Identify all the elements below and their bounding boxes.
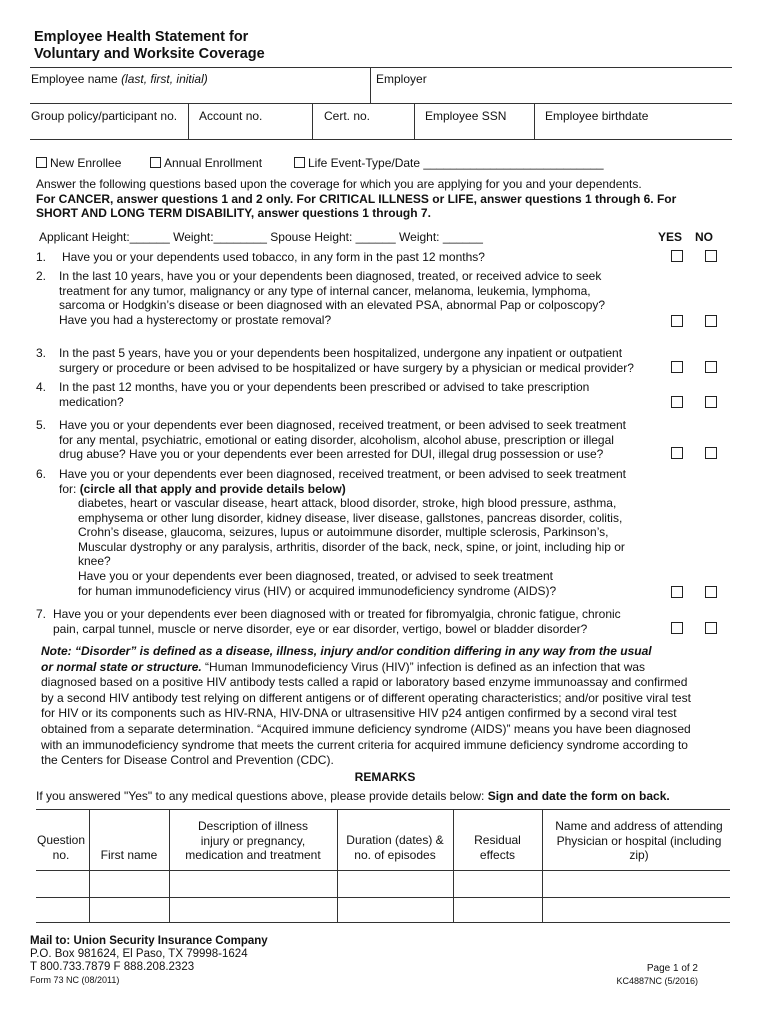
- question-number: 6.: [36, 467, 47, 481]
- q3-yes-checkbox[interactable]: [671, 361, 683, 373]
- annual-enrollment-option[interactable]: Annual Enrollment: [150, 156, 262, 170]
- divider: [370, 67, 371, 103]
- q5-yes-checkbox[interactable]: [671, 447, 683, 459]
- divider: [312, 103, 313, 139]
- account-no-label: Account no.: [199, 109, 263, 123]
- divider: [414, 103, 415, 139]
- table-column-divider: [337, 809, 338, 922]
- question-number: 1.: [36, 250, 47, 264]
- question-3-text: In the past 5 years, have you or your dependents been hospitalized, undergone any inpatient or outpatient surgery or procedure or been advised to be hospitalized or have surgery by a physician or medical provider?: [59, 346, 634, 375]
- q7-no-checkbox[interactable]: [705, 622, 717, 634]
- question-number: 3.: [36, 346, 47, 360]
- remarks-title: REMARKS: [354, 770, 416, 784]
- annual-enrollment-checkbox[interactable]: [150, 157, 161, 168]
- definitions-note: Note: “Disorder” is defined as a disease, illness, injury and/or condition differing in any way from the usual or normal state or structure. “Human Immunodeficiency Virus (HIV)” infection is defined as an infection that was diagnosed based on a positive HIV antibody tests called a rapid or laboratory based enzyme immunoassay and confirmed by a second HIV antibody test relying on different antigens or of different operating characteristics; and/or positive viral test for HIV or its components such as HIV-RNA, HIV-DNA or ultrasensitive HIV p24 antigen confirmed by a second viral test obtained from a separate determination. “Acquired immune deficiency syndrome (AIDS)” means you have been diagnosed with an immunodeficiency syndrome that meets the current criteria for acquired immune deficiency syndrome according to the Centers for Disease Control and Prevention (CDC).: [41, 644, 691, 768]
- cert-no-label: Cert. no.: [324, 109, 371, 123]
- table-top-border: [36, 809, 730, 810]
- column-header-duration: Duration (dates) & no. of episodes: [346, 833, 444, 862]
- column-header-first-name: First name: [100, 848, 158, 862]
- yes-column-header: YES: [658, 230, 683, 244]
- table-column-divider: [89, 809, 90, 922]
- employer-label: Employer: [376, 72, 427, 86]
- table-column-divider: [453, 809, 454, 922]
- instruction-line-1: Answer the following questions based upon the coverage for which you are applying for you and your dependents.: [36, 177, 642, 191]
- mailing-address: Mail to: Union Security Insurance Company P.O. Box 981624, El Paso, TX 79998-1624 T 800.733.7879 F 888.208.2323 Form 73 NC (08/2011): [30, 935, 268, 985]
- column-header-description: Description of illness injury or pregnancy, medication and treatment: [185, 819, 321, 862]
- divider: [30, 103, 732, 104]
- remarks-instruction: If you answered "Yes" to any medical questions above, please provide details below: Sign and date the form on back.: [36, 789, 670, 803]
- employee-birthdate-label: Employee birthdate: [545, 109, 649, 123]
- column-header-physician: Name and address of attending Physician or hospital (including zip): [555, 819, 723, 862]
- page-title: [34, 29, 265, 63]
- q1-no-checkbox[interactable]: [705, 250, 717, 262]
- question-number: 7.: [36, 607, 47, 621]
- question-6-conditions: diabetes, heart or vascular disease, heart attack, blood disorder, stroke, high blood pressure, asthma, emphysema or other lung disorder, kidney disease, liver disease, gallstones, pancreas disorder, colitis, Crohn’s disease, glaucoma, seizures, lupus or autoimmune disorder, multiple sclerosis, Parkinson’s, Muscular dystrophy or any paralysis, arthritis, disorder of the back, neck, spine, or joint, including hip or knee? Have you or your dependents ever been diagnosed, treated, or advised to seek treatment for human immunodeficiency virus (HIV) or acquired immunodeficiency syndrome (AIDS)?: [78, 496, 625, 598]
- divider: [30, 67, 732, 68]
- q5-no-checkbox[interactable]: [705, 447, 717, 459]
- question-7-text: Have you or your dependents ever been diagnosed with or treated for fibromyalgia, chronic fatigue, chronic pain, carpal tunnel, muscle or nerve disorder, eye or ear disorder, vertigo, bowel or bladder disorder?: [53, 607, 621, 636]
- question-5-text: Have you or your dependents ever been diagnosed, received treatment, or been advised to seek treatment for any mental, psychiatric, emotional or eating disorder, alcoholism, alcohol abuse, prescription or illegal drug abuse? Have you or your dependents ever been arrested for DUI, illegal drug possession or use?: [59, 418, 627, 462]
- column-header-residual: Residual effects: [474, 833, 521, 862]
- question-number: 5.: [36, 418, 47, 432]
- instruction-line-3: SHORT AND LONG TERM DISABILITY, answer questions 1 through 7.: [36, 206, 431, 221]
- no-column-header: NO: [695, 230, 713, 244]
- q6-yes-checkbox[interactable]: [671, 586, 683, 598]
- question-6-text: Have you or your dependents ever been diagnosed, received treatment, or been advised to seek treatment for: (circle all that apply and provide details below): [59, 467, 627, 496]
- question-2-text: In the last 10 years, have you or your dependents been diagnosed, treated, or received advice to seek treatment for any tumor, malignancy or any type of internal cancer, melanoma, leukemia, lymphoma, sarcoma or Hodgkin’s disease or been diagnosed with an elevated PSA, abnormal Pap or colposcopy? Have you had a hysterectomy or prostate removal?: [59, 269, 606, 327]
- q6-no-checkbox[interactable]: [705, 586, 717, 598]
- title-line-2: Voluntary and Worksite Coverage: [34, 46, 265, 62]
- q4-yes-checkbox[interactable]: [671, 396, 683, 408]
- question-1-text: Have you or your dependents used tobacco, in any form in the past 12 months?: [62, 250, 485, 264]
- life-event-option[interactable]: Life Event-Type/Date ___________________________: [294, 156, 604, 170]
- instructions: [36, 177, 736, 221]
- page-info: Page 1 of 2 KC4887NC (5/2016): [616, 963, 698, 986]
- column-header-question: Question no.: [36, 833, 86, 862]
- table-bottom-border: [36, 922, 730, 923]
- q2-yes-checkbox[interactable]: [671, 315, 683, 327]
- life-event-checkbox[interactable]: [294, 157, 305, 168]
- question-number: 2.: [36, 269, 47, 283]
- q4-no-checkbox[interactable]: [705, 396, 717, 408]
- q7-yes-checkbox[interactable]: [671, 622, 683, 634]
- divider: [30, 139, 732, 140]
- divider: [534, 103, 535, 139]
- q3-no-checkbox[interactable]: [705, 361, 717, 373]
- table-row-border: [36, 897, 730, 898]
- employee-name-label: Employee name (last, first, initial): [31, 72, 208, 86]
- question-4-text: In the past 12 months, have you or your dependents been prescribed or advised to take prescription medication?: [59, 380, 590, 409]
- group-policy-label: Group policy/participant no.: [31, 109, 178, 123]
- q2-no-checkbox[interactable]: [705, 315, 717, 327]
- q1-yes-checkbox[interactable]: [671, 250, 683, 262]
- measurements-line: Applicant Height:______ Weight:________ Spouse Height: ______ Weight: ______: [39, 230, 483, 244]
- question-number: 4.: [36, 380, 47, 394]
- instruction-line-2: For CANCER, answer questions 1 and 2 only. For CRITICAL ILLNESS or LIFE, answer questions 1 through 6. For: [36, 191, 677, 206]
- table-header-border: [36, 870, 730, 871]
- divider: [188, 103, 189, 139]
- new-enrollee-checkbox[interactable]: [36, 157, 47, 168]
- new-enrollee-option[interactable]: New Enrollee: [36, 156, 121, 170]
- employee-ssn-label: Employee SSN: [425, 109, 507, 123]
- title-line-1: Employee Health Statement for: [34, 29, 249, 45]
